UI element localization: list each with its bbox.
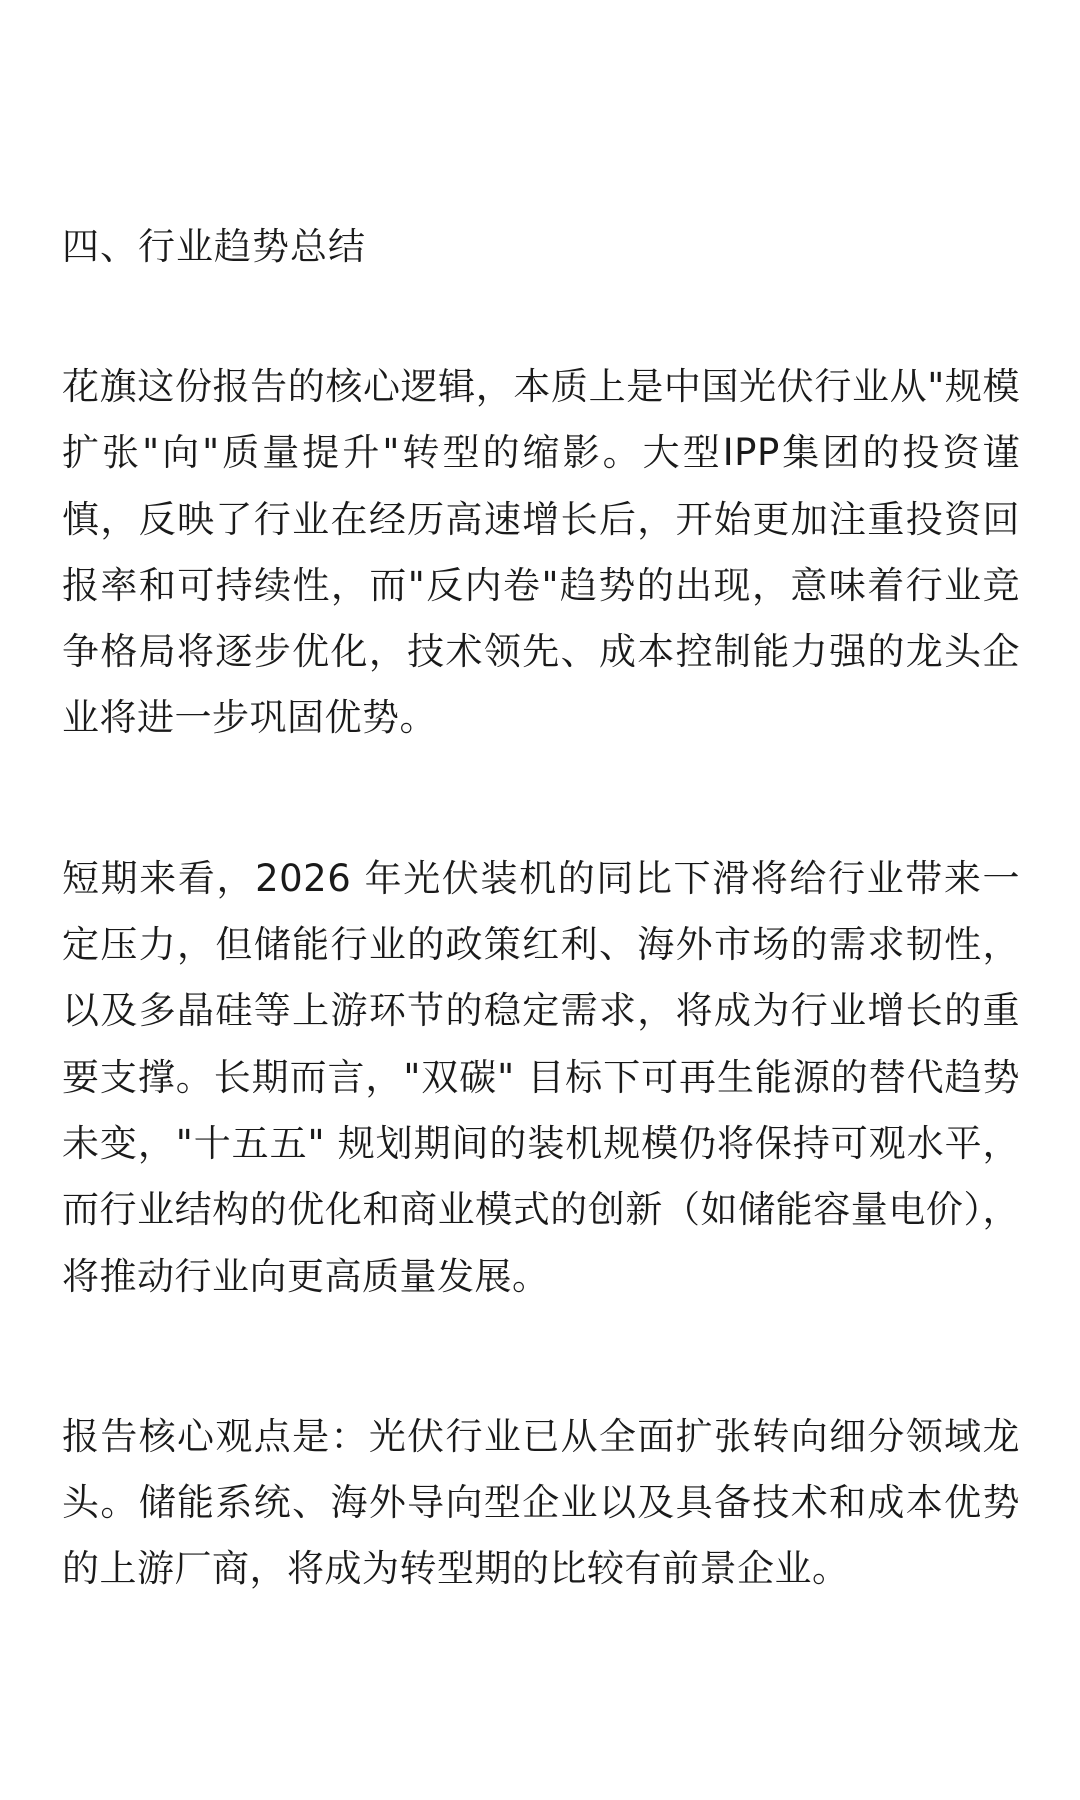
article-body (62, 214, 1020, 1697)
paragraph-outlook: 短期来看，2026 年光伏装机的同比下滑将给行业带来一定压力，但储能行业的政策红利、海外市场的需求韧性，以及多晶硅等上游环节的稳定需求，将成为行业增长的重要支撑。长期而言，"双碳" 目标下可再生能源的替代趋势未变，"十五五" 规划期间的装机规模仍将保持可观水平，而行业结构的优化和商业模式的创新（如储能容量电价），将推动行业向更高质量发展。 (62, 856, 1020, 1298)
section-heading: 四、行业趋势总结 (62, 225, 366, 268)
paragraph-conclusion: 报告核心观点是：光伏行业已从全面扩张转向细分领域龙头。储能系统、海外导向型企业以及具备技术和成本优势的上游厂商，将成为转型期的比较有前景企业。 (62, 1414, 1020, 1591)
paragraph-core-logic: 花旗这份报告的核心逻辑，本质上是中国光伏行业从"规模扩张"向"质量提升"转型的缩影。大型IPP集团的投资谨慎，反映了行业在经历高速增长后，开始更加注重投资回报率和可持续性，而"反内卷"趋势的出现，意味着行业竞争格局将逐步优化，技术领先、成本控制能力强的龙头企业将进一步巩固优势。 (62, 365, 1020, 740)
